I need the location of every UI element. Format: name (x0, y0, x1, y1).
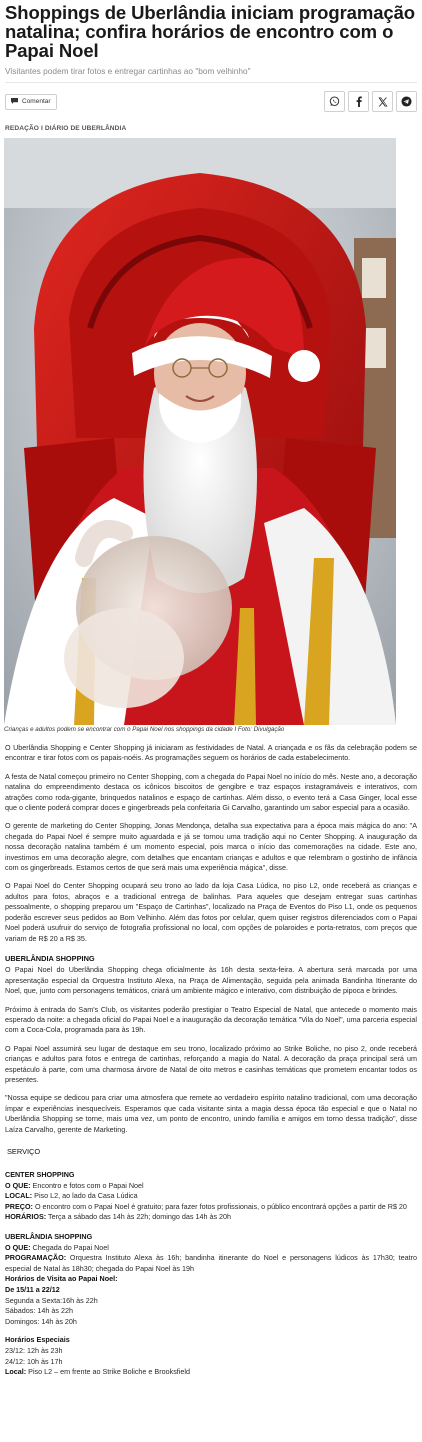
paragraph: A festa de Natal começou primeiro no Center Shopping, com a chegada do Papai Noel no início do mês. Neste ano, a decoração natalina do empreendimento destaca os icônicos biscoitos de gengibre e traz espaços instagramáveis e interativos, com atrações como roda-gigante, brinquedos natalinos e espaço de cartinhas. Além disso, o evento terá a Casa Ginger, local esse que o cliente poderá comprar doces e gingerbreads pela confeitaria Gi Carvalho, garantindo um sabor especial para a ocasião. (5, 771, 417, 813)
info-heading: UBERLÂNDIA SHOPPING (5, 1231, 93, 1241)
comment-button[interactable] (5, 94, 57, 110)
servico-label: SERVIÇO (7, 1147, 41, 1156)
article-body (5, 743, 417, 1135)
divider (5, 82, 417, 83)
paragraph: O Papai Noel do Uberlândia Shopping chega oficialmente às 16h desta sexta-feira. A abertura será marcada por uma apresentação especial da Orquestra Instituto Alexa, na Praça de Alimentação, seguida pela animada Bandinha Itinerante do Noel, que, junto com personagens temáticos, criará um ambiente mágico e interativo, com distribuição de pipoca e brindes. (5, 965, 417, 996)
info-subheading: De 15/11 a 22/12 (5, 1284, 60, 1294)
paragraph: O Papai Noel assumirá seu lugar de destaque em seu trono, localizado próximo ao Strike Boliche, no piso 2, onde receberá crianças e adultos para fotos e entrega de cartinhas, reforçando a magia do Natal. A decoração da praça principal será um espetáculo à parte, com uma charmosa árvore de Natal de oito metros e casinhas temáticas que prometem encantar todos os presentes. (5, 1043, 417, 1084)
info-heading: CENTER SHOPPING (5, 1170, 75, 1179)
center-shopping-info (5, 1170, 417, 1223)
paragraph: O Uberlândia Shopping e Center Shopping já iniciaram as festividades de Natal. A criançada e os fãs da celebração podem se encontrar e tirar fotos com os papais-noéis. As programações seguem os horários de cada estabelecimento. (5, 743, 417, 763)
x-icon[interactable] (372, 91, 393, 112)
info-line: Local: Piso L2 – em frente ao Strike Boliche e Brooksfield (5, 1367, 190, 1377)
santa-illustration (4, 138, 396, 725)
paragraph: "Nossa equipe se dedicou para criar uma atmosfera que remete ao verdadeiro espírito natalino tradicional, com uma decoração ímpar e experiências inesquecíveis. Esperamos que cada visitante sinta a magia dessa época tão especial e que o Natal no Uberlândia Shopping se torne, mais uma vez, um ponto de encontro, unindo família e amigos em torno dessa tradição", disse Laíza Carvalho, gerente de Marketing. (5, 1093, 417, 1134)
comment-icon (11, 98, 18, 106)
article-title: Shoppings de Uberlândia iniciam programação natalina; confira horários de encontro com o Papai Noel (5, 2, 415, 61)
info-line: PREÇO: O encontro com o Papai Noel é gratuito; para fazer fotos profissionais, o público encontrará opções a partir de R$ 20 (5, 1201, 407, 1211)
share-bar (5, 91, 417, 112)
info-line: O QUE: Encontro e fotos com o Papai Noel (5, 1180, 144, 1190)
share-icons (324, 91, 417, 112)
paragraph: O gerente de marketing do Center Shopping, Jonas Mendonça, detalha sua expectativa para a época mais mágica do ano: "A chegada do Papai Noel é sempre muito aguardada e já se tornou uma tradição aqui no Center Shopping. A inauguração da nossa decoração natalina também é um momento especial, pois marca o início das comemorações na cidade. Este ano, investimos em uma decoração alegre, com detalhes que encantam crianças e adultos e que relembram o gostinho de infância com os gingerbreads. Estamos certos de que será mais uma experiência mágica", disse. (5, 821, 417, 873)
info-line: HORÁRIOS: Terça a sábado das 14h às 22h; domingo das 14h às 20h (5, 1212, 232, 1222)
telegram-icon[interactable] (396, 91, 417, 112)
info-line: O QUE: Chegada do Papai Noel (5, 1242, 109, 1252)
photo-caption: Crianças e adultos podem se encontrar com o Papai Noel nos shoppings da cidade I Foto: Divulgação (4, 726, 285, 733)
info-line: Domingos: 14h às 20h (5, 1316, 77, 1326)
whatsapp-icon[interactable] (324, 91, 345, 112)
author-byline: REDAÇÃO I DIÁRIO DE UBERLÂNDIA (5, 125, 127, 132)
santa-photo (4, 138, 396, 725)
info-subheading: Horários Especiais (5, 1335, 70, 1345)
section-heading: UBERLÂNDIA SHOPPING (5, 953, 95, 963)
info-line: Segunda a Sexta:16h às 22h (5, 1295, 98, 1305)
info-line: 24/12: 10h às 17h (5, 1356, 63, 1366)
info-subheading: Horários de Visita ao Papai Noel: (5, 1274, 118, 1284)
info-line: PROGRAMAÇÃO: Orquestra Instituto Alexa às 16h; bandinha itinerante do Noel e personagens lúdicos às 17h30; teatro especial de Natal às 18h30; chegada do Papai Noel às 19h (5, 1253, 417, 1273)
info-line: LOCAL: Piso L2, ao lado da Casa Lúdica (5, 1191, 138, 1201)
facebook-icon[interactable] (348, 91, 369, 112)
info-line: Sábados: 14h às 22h (5, 1306, 73, 1316)
info-line: 23/12: 12h às 23h (5, 1345, 63, 1355)
comment-label: Comentar (22, 98, 51, 105)
paragraph: O Papai Noel do Center Shopping ocupará seu trono ao lado da loja Casa Lúdica, no piso L2, onde receberá as crianças e adultos para fotos, abraços e a tradicional entrega de balinhas. Para aqueles que desejam entregar suas cartinhas pessoalmente, o shopping preparou um "Espaço de Cartinhas", localizado na Praça de Eventos do Piso L1, onde os pequenos poderão escrever seus pedidos ao Bom Velhinho. Além das fotos por celular, quem quiser registros diferenciados com o Papai Noel poderá usufruir do serviço de fotografia profissional no local, com opções de polaroides e porta-retratos, com preços que variam de R$ 20 a R$ 35. (5, 881, 417, 943)
uberlandia-shopping-info (5, 1232, 417, 1378)
article-subtitle: Visitantes podem tirar fotos e entregar cartinhas ao "bom velhinho" (5, 66, 251, 76)
paragraph: Próximo à entrada do Sam's Club, os visitantes poderão prestigiar o Teatro Especial de Natal, que antecede o momento mais esperado da noite: a chegada oficial do Papai Noel e a inauguração da decoração temática "Vila do Noel", uma parceria especial com a Coca-Cola, programada para às 19h. (5, 1004, 417, 1035)
